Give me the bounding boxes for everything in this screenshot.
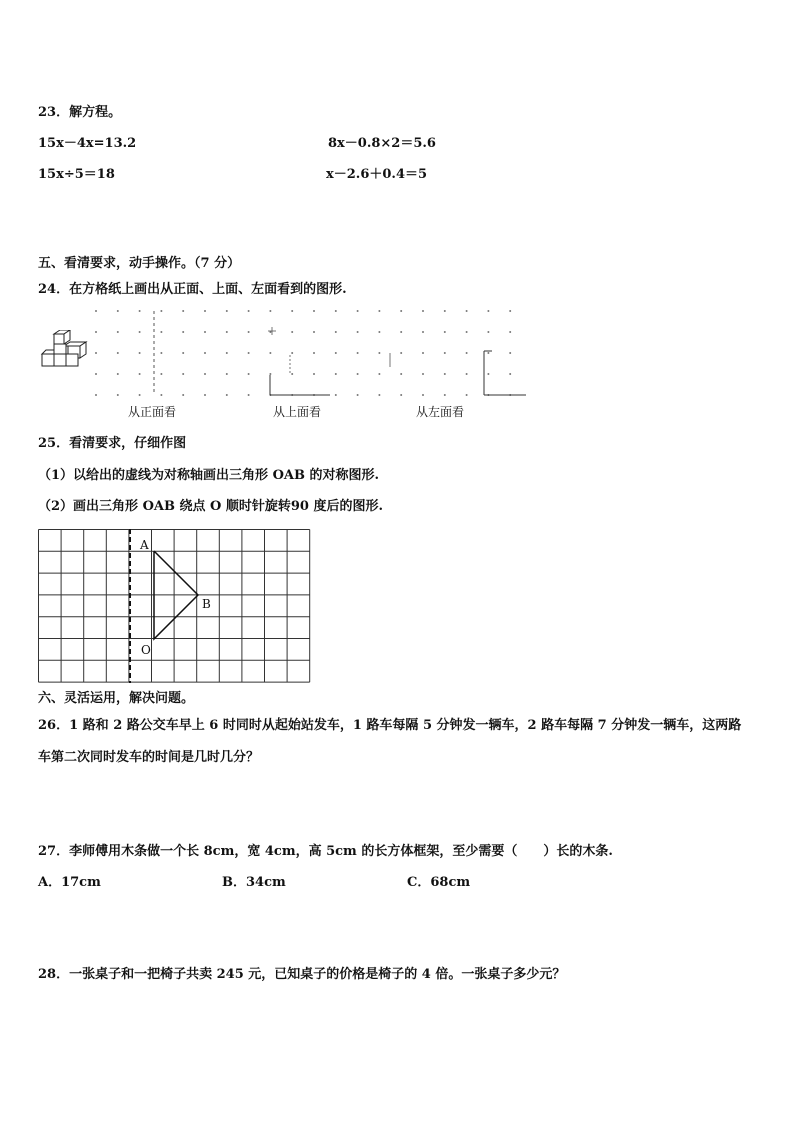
grid-dot <box>378 373 380 375</box>
grid-dot <box>182 394 184 396</box>
cube-stack-figure <box>40 330 92 370</box>
q23-equation-4: x－2.6＋0.4＝5 <box>326 167 428 182</box>
grid-dot <box>378 394 380 396</box>
grid-dot <box>226 331 228 333</box>
q25-part-2: （2）画出三角形 OAB 绕点 O 顺时针旋转90 度后的图形. <box>38 499 384 514</box>
grid-dot <box>509 310 511 312</box>
q24-label-left: 从左面看 <box>416 405 465 419</box>
grid-dot <box>422 331 424 333</box>
grid-dot <box>466 331 468 333</box>
grid-dot <box>95 373 97 375</box>
grid-dot <box>269 352 271 354</box>
q23-equation-2: 8x－0.8×2＝5.6 <box>328 136 436 151</box>
grid-dot <box>357 373 359 375</box>
grid-dot <box>444 331 446 333</box>
grid-dot <box>248 394 250 396</box>
grid-dot <box>378 352 380 354</box>
grid-dot <box>313 310 315 312</box>
grid-dot <box>357 394 359 396</box>
grid-dot <box>487 352 489 354</box>
grid-dot <box>117 310 119 312</box>
grid-dot <box>160 310 162 312</box>
grid-dot <box>204 373 206 375</box>
grid-dot <box>291 373 293 375</box>
grid-dot <box>269 373 271 375</box>
q24-dot-grid <box>90 305 530 405</box>
grid-dot <box>226 394 228 396</box>
grid-dot <box>291 331 293 333</box>
grid-dot <box>444 373 446 375</box>
section-5-title: 五、看清要求，动手操作。（7 分） <box>38 256 241 271</box>
grid-dot <box>139 394 141 396</box>
grid-dot <box>335 352 337 354</box>
grid-dot <box>182 352 184 354</box>
q27-option-a: A．17cm <box>38 875 101 890</box>
q24-title: 24．在方格纸上画出从正面、上面、左面看到的图形. <box>38 282 347 297</box>
grid-dot <box>335 394 337 396</box>
grid-dot <box>204 352 206 354</box>
grid-dot <box>422 352 424 354</box>
grid-dot <box>269 310 271 312</box>
grid-dot <box>422 310 424 312</box>
q23-equation-1: 15x－4x=13.2 <box>38 136 137 151</box>
grid-dot <box>95 331 97 333</box>
grid-dot <box>335 331 337 333</box>
point-o-label: O <box>141 643 151 657</box>
grid-dot <box>400 394 402 396</box>
grid-dot <box>248 352 250 354</box>
grid-dot <box>160 331 162 333</box>
grid-dot <box>204 331 206 333</box>
q24-label-front: 从正面看 <box>128 405 177 419</box>
q27-option-b: B．34cm <box>222 875 286 890</box>
grid-dot <box>139 352 141 354</box>
grid-dot <box>139 331 141 333</box>
grid-dot <box>117 373 119 375</box>
grid-dot <box>400 310 402 312</box>
grid-dot <box>509 331 511 333</box>
grid-dot <box>487 310 489 312</box>
grid-dot <box>248 331 250 333</box>
grid-dot <box>95 394 97 396</box>
grid-dot <box>422 373 424 375</box>
grid-dot <box>139 310 141 312</box>
q27-question: 27．李师傅用木条做一个长 8cm，宽 4cm，高 5cm 的长方体框架，至少需要（ ）长的木条. <box>38 844 613 859</box>
grid-dot <box>400 373 402 375</box>
grid-dot <box>444 394 446 396</box>
grid-dot <box>182 310 184 312</box>
grid-dot <box>509 373 511 375</box>
grid-dot <box>182 331 184 333</box>
q26-line-2: 车第二次同时发车的时间是几时几分？ <box>38 750 260 765</box>
point-b-label: B <box>202 597 211 611</box>
grid-dot <box>291 310 293 312</box>
grid-dot <box>226 310 228 312</box>
grid-dot <box>117 352 119 354</box>
grid-dot <box>509 352 511 354</box>
grid-dot <box>357 331 359 333</box>
grid-dot <box>400 331 402 333</box>
grid-dot <box>160 394 162 396</box>
grid-dot <box>160 352 162 354</box>
q27-option-c: C．68cm <box>407 875 471 890</box>
grid-dot <box>487 331 489 333</box>
section-6-title: 六、灵活运用，解决问题。 <box>38 691 195 706</box>
grid-dot <box>378 310 380 312</box>
grid-dot <box>204 310 206 312</box>
grid-dot <box>466 352 468 354</box>
grid-dot <box>357 352 359 354</box>
grid-dot <box>400 352 402 354</box>
grid-dot <box>357 310 359 312</box>
q23-equation-3: 15x÷5＝18 <box>38 167 115 182</box>
q24-label-top: 从上面看 <box>273 405 322 419</box>
grid-dot <box>466 373 468 375</box>
grid-dot <box>335 373 337 375</box>
grid-dot <box>313 352 315 354</box>
grid-dot <box>466 310 468 312</box>
point-a-label: A <box>140 538 149 552</box>
grid-dot <box>313 373 315 375</box>
grid-dot <box>335 310 337 312</box>
grid-dot <box>95 352 97 354</box>
grid-dot <box>160 373 162 375</box>
grid-dot <box>204 394 206 396</box>
grid-dot <box>487 373 489 375</box>
grid-dot <box>444 352 446 354</box>
grid-dot <box>422 394 424 396</box>
grid-dot <box>117 331 119 333</box>
grid-dot <box>226 373 228 375</box>
grid-dot <box>248 373 250 375</box>
grid-dot <box>378 331 380 333</box>
grid-dot <box>95 310 97 312</box>
q25-square-grid <box>38 529 312 683</box>
q25-part-1: （1）以给出的虚线为对称轴画出三角形 OAB 的对称图形. <box>38 468 380 483</box>
grid-dot <box>248 310 250 312</box>
grid-dot <box>291 352 293 354</box>
grid-dot <box>466 394 468 396</box>
q25-title: 25．看清要求，仔细作图 <box>38 436 187 451</box>
grid-dot <box>182 373 184 375</box>
grid-dot <box>226 352 228 354</box>
q23-title: 23．解方程。 <box>38 105 122 120</box>
grid-dot <box>313 331 315 333</box>
grid-dot <box>139 373 141 375</box>
q28-question: 28．一张桌子和一把椅子共卖 245 元，已知桌子的价格是椅子的 4 倍。一张桌子多少元？ <box>38 967 566 982</box>
grid-dot <box>117 394 119 396</box>
q26-line-1: 26．1 路和 2 路公交车早上 6 时同时从起始站发车，1 路车每隔 5 分钟发一辆车，2 路车每隔 7 分钟发一辆车，这两路 <box>38 718 742 733</box>
grid-dot <box>444 310 446 312</box>
